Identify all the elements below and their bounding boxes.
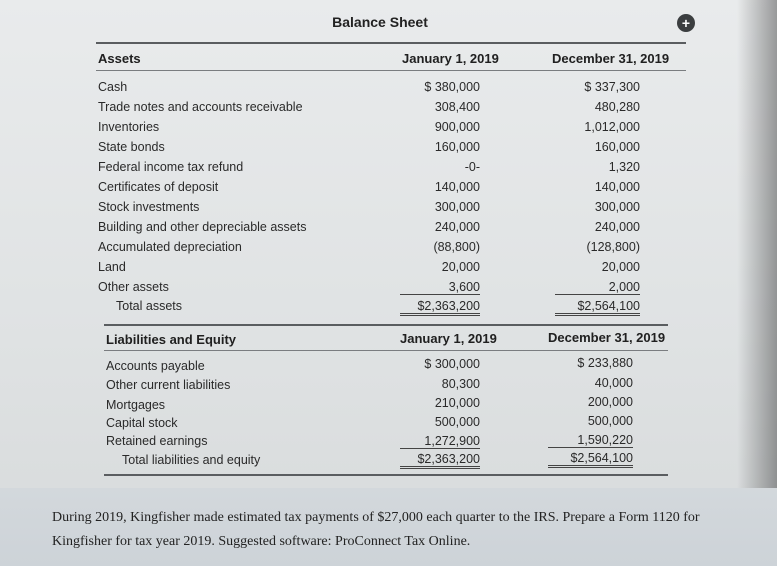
- row-label: Federal income tax refund: [98, 160, 244, 174]
- row-value-jan: $2,363,200: [400, 452, 480, 469]
- row-value-jan: 300,000: [434, 200, 480, 214]
- row-label: Retained earnings: [106, 434, 208, 448]
- row-value-dec: 480,280: [594, 100, 640, 114]
- row-value-jan: (88,800): [433, 240, 480, 254]
- row-value-jan: $ 300,000: [424, 357, 480, 371]
- plus-icon[interactable]: +: [677, 14, 695, 32]
- liabilities-header: Liabilities and Equity: [106, 332, 237, 347]
- row-value-dec: 20,000: [601, 260, 640, 274]
- row-label: Stock investments: [98, 200, 200, 214]
- row-value-jan: -0-: [464, 160, 480, 174]
- liabilities-col1-header: January 1, 2019: [400, 331, 497, 346]
- row-value-dec: $2,564,100: [548, 451, 633, 468]
- row-value-jan: $ 380,000: [424, 80, 480, 94]
- assets-header-rule: [96, 70, 686, 71]
- row-value-jan: 20,000: [441, 260, 480, 274]
- liabilities-bottom-rule: [104, 474, 668, 476]
- row-label: Mortgages: [106, 398, 166, 412]
- row-label: Total assets: [116, 299, 183, 313]
- screen-edge-shade: [737, 0, 777, 566]
- row-label: Cash: [98, 80, 128, 94]
- row-label: Trade notes and accounts receivable: [98, 100, 303, 114]
- row-label: Capital stock: [106, 416, 178, 430]
- row-label: Accounts payable: [106, 359, 205, 373]
- row-value-jan: 80,300: [441, 377, 480, 391]
- row-value-jan: $2,363,200: [400, 299, 480, 316]
- row-value-dec: 2,000: [555, 280, 640, 295]
- row-label: State bonds: [98, 140, 165, 154]
- liabilities-header-rule: [104, 350, 668, 351]
- row-value-jan: 160,000: [434, 140, 480, 154]
- row-value-dec: $ 337,300: [584, 80, 640, 94]
- row-value-dec: $2,564,100: [555, 299, 640, 316]
- page-title: Balance Sheet: [332, 14, 428, 30]
- row-value-jan: 240,000: [434, 220, 480, 234]
- row-value-dec: $ 233,880: [577, 356, 633, 370]
- row-value-dec: 1,590,220: [548, 433, 633, 448]
- liabilities-col2-header: December 31, 2019: [548, 330, 666, 345]
- row-value-dec: 300,000: [594, 200, 640, 214]
- row-label: Accumulated depreciation: [98, 240, 242, 254]
- row-value-dec: (128,800): [586, 240, 640, 254]
- row-label: Other current liabilities: [106, 378, 231, 392]
- row-value-dec: 140,000: [594, 180, 640, 194]
- row-value-dec: 500,000: [587, 414, 633, 428]
- row-value-dec: 240,000: [594, 220, 640, 234]
- row-value-jan: 900,000: [434, 120, 480, 134]
- row-value-jan: 1,272,900: [400, 434, 480, 449]
- assets-col2-header: December 31, 2019: [552, 51, 670, 66]
- assets-top-rule: [96, 42, 686, 44]
- row-label: Land: [98, 260, 126, 274]
- row-label: Other assets: [98, 280, 169, 294]
- assets-col1-header: January 1, 2019: [402, 51, 499, 66]
- row-label: Certificates of deposit: [98, 180, 219, 194]
- row-value-dec: 1,012,000: [584, 120, 640, 134]
- row-value-dec: 200,000: [587, 395, 633, 409]
- liabilities-top-rule: [104, 324, 668, 326]
- row-value-dec: 1,320: [608, 160, 640, 174]
- row-value-jan: 3,600: [400, 280, 480, 295]
- row-label: Inventories: [98, 120, 160, 134]
- row-value-jan: 210,000: [434, 396, 480, 410]
- problem-note-text: During 2019, Kingfisher made estimated tax payments of $27,000 each quarter to the IRS. Prepare a Form 1120 for Kingfisher for tax year 2019. Suggested software: ProConnect Tax Online.: [52, 510, 700, 549]
- row-value-jan: 308,400: [434, 100, 480, 114]
- row-label: Building and other depreciable assets: [98, 220, 307, 234]
- row-label: Total liabilities and equity: [122, 453, 261, 467]
- row-value-dec: 160,000: [594, 140, 640, 154]
- row-value-jan: 140,000: [434, 180, 480, 194]
- assets-header: Assets: [98, 51, 141, 66]
- row-value-jan: 500,000: [434, 415, 480, 429]
- row-value-dec: 40,000: [594, 376, 633, 390]
